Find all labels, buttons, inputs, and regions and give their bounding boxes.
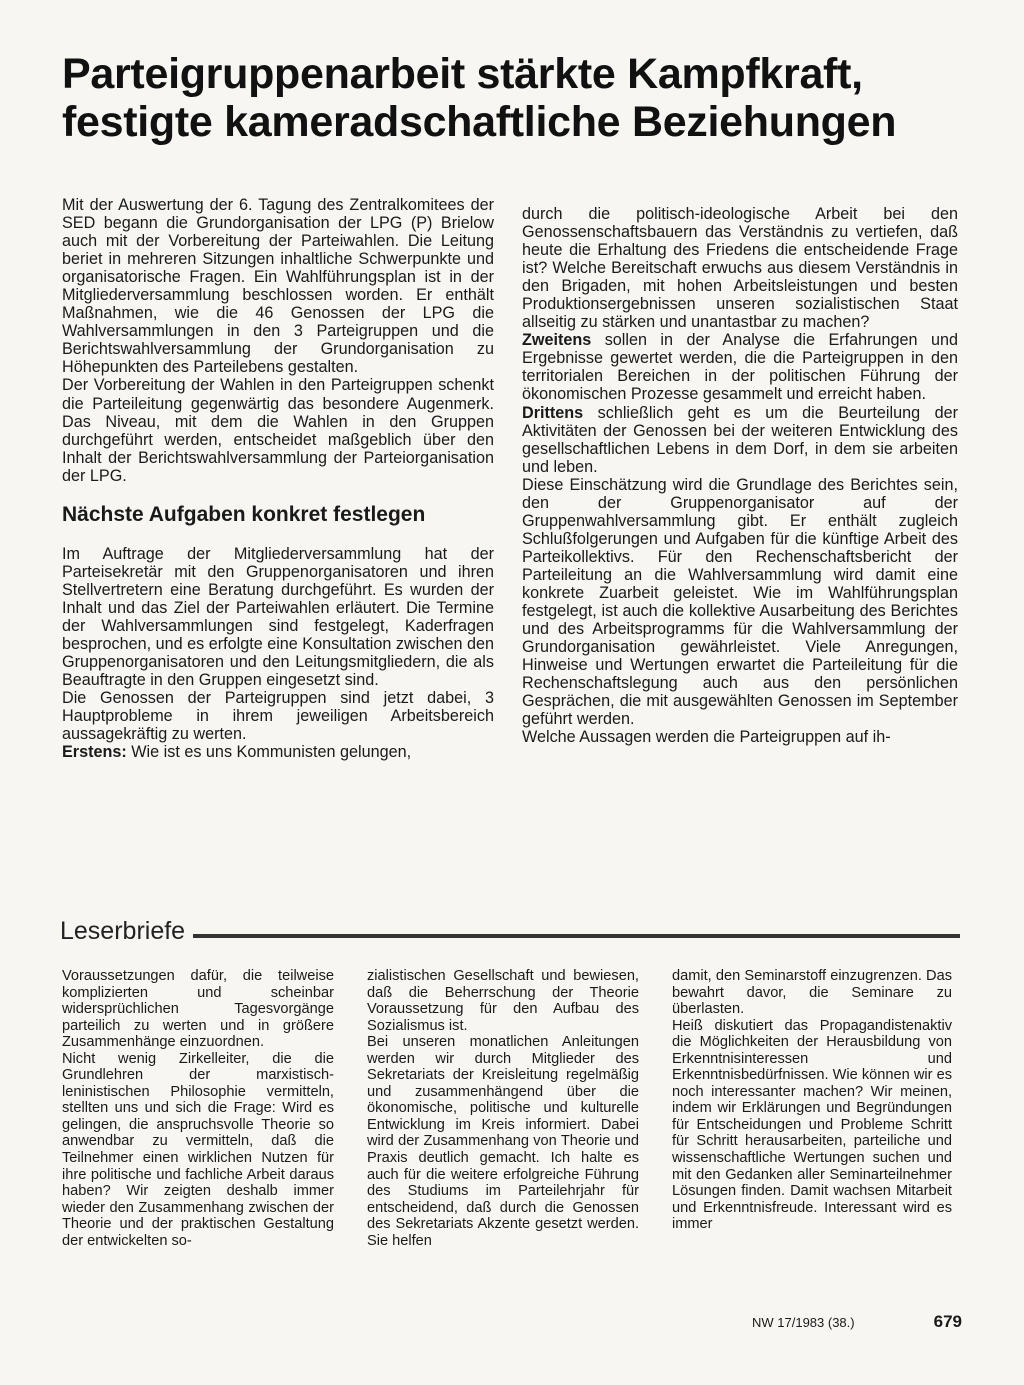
- paragraph: Voraussetzungen dafür, die teilweise komplizierten und scheinbar widersprüchlichen Tagesvorgänge parteilich zu werten und in größere Zusammenhänge einzuordnen.: [62, 968, 334, 1051]
- paragraph-text: Wie ist es uns Kommunisten gelungen,: [126, 743, 412, 762]
- paragraph: Diese Einschätzung wird die Grundlage des Berichtes sein, den der Gruppenorganisator auf der Gruppenwahlversammlung gibt. Er enthält zugleich Schlußfolgerungen und Aufgaben für die künftige Arbeit des Parteikollektivs. Für den Rechenschaftsbericht der Parteileitung an die Wahlversammlung wird damit eine konkrete Zuarbeit geleistet. Wie im Wahlführungsplan festgelegt, ist auch die kollektive Ausarbeitung des Berichtes und des Arbeitsprogramms für die Wahlversammlung der Grundorganisation gewährleistet. Viele Anregungen, Hinweise und Wertungen erwartet die Parteileitung für die Rechenschaftslegung auch aus den persönlichen Gesprächen, die mit ausgewählten Genossen im September geführt werden.: [522, 475, 958, 729]
- paragraph-text: sollen in der Analyse die Erfahrungen und Ergebnisse gewertet werden, die die Parteigruppen in den territorialen Bereichen in der politischen Führung der ökonomischen Prozesse gesammelt und erreicht haben.: [522, 331, 958, 404]
- issue-label: NW 17/1983 (38.): [752, 1315, 855, 1330]
- paragraph: Welche Aussagen werden die Parteigruppen auf ih-: [522, 728, 891, 747]
- paragraph: durch die politisch-ideologische Arbeit bei den Genossenschaftsbauern das Verständnis zu vertiefen, daß heute die Erhaltung des Friedens die entscheidende Frage ist? Welche Bereitschaft erwuchs aus diesem Verständnis in den Brigaden, mit hohen Arbeitsleistungen und besten Produktionsergebnissen unseren sozialistischen Staat allseitig zu stärken und unantastbar zu machen?: [522, 205, 958, 332]
- paragraph: Mit der Auswertung der 6. Tagung des Zentralkomitees der SED begann die Grundorganisation der LPG (P) Brielow auch mit der Vorbereitung der Parteiwahlen. Die Leitung beriet in mehreren Sitzungen inhaltliche Schwerpunkte und organisatorische Fragen. Ein Wahlführungsplan ist in der Mitgliederversammlung beschlossen worden. Er enthält Maßnahmen, wie die 46 Genossen der LPG die Wahlversammlungen in den 3 Parteigruppen und die Berichtswahlversammlung der Grundorganisation zu Höhepunkten des Parteilebens gestalten.: [62, 196, 494, 377]
- paragraph: Nicht wenig Zirkelleiter, die die Grundlehren der marxistisch-leninistischen Philosophie vermitteln, stellten uns und sich die Frage: Wird es gelingen, die anspruchsvolle Theorie so anwendbar zu vermitteln, daß die Teilnehmer einen wirklichen Nutzen für ihre politische und fachliche Arbeit daraus haben? Wir zeigten deshalb immer wieder den Zusammenhang zwischen der Theorie und der praktischen Gestaltung der entwickelten so-: [62, 1050, 334, 1249]
- paragraph-text: schließlich geht es um die Beurteilung der Aktivitäten der Genossen bei der weiteren Entwicklung des gesellschaftlichen Lebens in dem Dorf, in dem sie arbeiten und leben.: [522, 403, 958, 476]
- letters-column-2: [367, 968, 639, 1249]
- section-rule: [193, 934, 960, 938]
- article-column-1: [62, 196, 494, 761]
- lead-word: Zweitens: [522, 331, 592, 350]
- page-number: 679: [933, 1312, 962, 1331]
- headline: Parteigruppenarbeit stärkte Kampfkraft, festigte kameradschaftliche Beziehungen: [62, 50, 897, 146]
- letters-column-1: [62, 968, 334, 1249]
- paragraph: Der Vorbereitung der Wahlen in den Parteigruppen schenkt die Parteileitung gegenwärtig das besondere Augenmerk. Das Niveau, mit dem die Wahlen in den Gruppen durchgeführt werden, entscheidet maßgeblich über den Inhalt der Berichtswahlversammlung der Parteiorganisation der LPG.: [62, 376, 494, 485]
- paragraph: [522, 404, 958, 476]
- paragraph: Heiß diskutiert das Propagandistenaktiv die Möglichkeiten der Herausbildung von Erkenntnisinteressen und Erkenntnisbedürfnissen. Wie können wir es noch interessanter machen? Wir meinen, indem wir Erklärungen und Begründungen für Entscheidungen und Probleme Schritt für Schritt herausarbeiten, parteiliche und wissenschaftliche Wertungen suchen und mit den Gedanken aller Seminarteilnehmer Lösungen finden. Damit wachsen Mitarbeit und Erkenntnisfreude. Interessant wird es immer: [672, 1017, 952, 1233]
- section-title: Leserbriefe: [60, 917, 186, 945]
- paragraph: [62, 743, 494, 761]
- subheading: Nächste Aufgaben konkret festlegen: [62, 502, 426, 526]
- paragraph: Bei unseren monatlichen Anleitungen werden wir durch Mitglieder des Sekretariats der Kreisleitung regelmäßig und zusammenhängend über die ökonomische, politische und kulturelle Entwicklung im Kreis informiert. Dabei wird der Zusammenhang von Theorie und Praxis deutlich gemacht. Ich halte es auch für die weitere erfolgreiche Führung des Studiums im Parteilehrjahr für entscheidend, daß durch die Genossen des Sekretariats Akzente gesetzt werden. Sie helfen: [367, 1034, 639, 1249]
- lead-word: Erstens:: [62, 743, 127, 762]
- paragraph: Im Auftrage der Mitgliederversammlung hat der Parteisekretär mit den Gruppenorganisatoren und ihren Stellvertretern eine Beratung durchgeführt. Es wurden der Inhalt und das Ziel der Parteiwahlen erläutert. Die Termine der Wahlversammlungen sind festgelegt, Kaderfragen besprochen, und es erfolgte eine Konsultation zwischen den Gruppenorganisatoren und den Leitungsmitgliedern, die als Beauftragte in den Gruppen eingesetzt sind.: [62, 544, 494, 690]
- lead-word: Drittens: [522, 403, 584, 422]
- page-footer: [752, 1312, 962, 1332]
- letters-column-3: [672, 968, 952, 1233]
- paragraph: Die Genossen der Parteigruppen sind jetzt dabei, 3 Hauptprobleme in ihrem jeweiligen Arbeitsbereich aussagekräftig zu werten.: [62, 689, 494, 744]
- article-column-2: [522, 205, 958, 746]
- paragraph: damit, den Seminarstoff einzugrenzen. Das bewahrt davor, die Seminare zu überlasten.: [672, 968, 952, 1018]
- letters-section-header: [60, 914, 960, 948]
- paragraph: zialistischen Gesellschaft und bewiesen, daß die Beherrschung der Theorie Voraussetzung für den Aufbau des Sozialismus ist.: [367, 968, 639, 1034]
- paragraph: [522, 331, 958, 403]
